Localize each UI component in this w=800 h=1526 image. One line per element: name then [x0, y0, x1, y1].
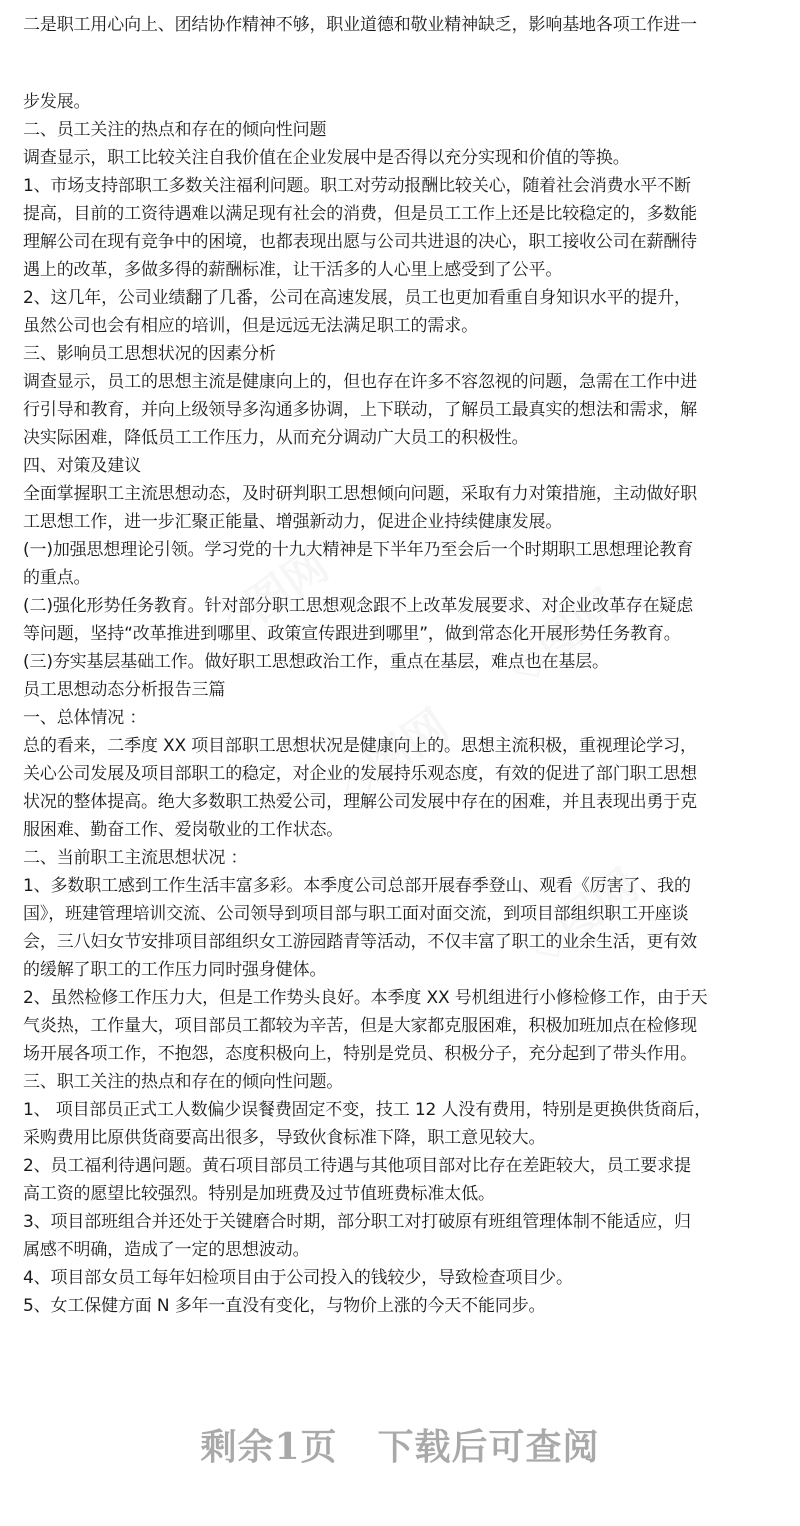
text-line: 3、项目部班组合并还处于关键磨合时期，部分职工对打破原有班组管理体制不能适应，归	[23, 1212, 691, 1232]
text-line: 5、女工保健方面 N 多年一直没有变化，与物价上涨的今天不能同步。	[23, 1296, 546, 1316]
text-line: 场开展各项工作，不抱怨，态度积极向上，特别是党员、积极分子，充分起到了带头作用。	[23, 1044, 697, 1064]
text-line: 等问题，坚持“改革推进到哪里、政策宣传跟进到哪里”，做到常态化开展形势任务教育。	[23, 624, 681, 644]
text-line: 提高，目前的工资待遇难以满足现有社会的消费，但是员工工作上还是比较稳定的，多数能	[23, 204, 697, 224]
text-line: 状况的整体提高。绝大多数职工热爱公司，理解公司发展中存在的困难，并且表现出勇于克	[23, 792, 697, 812]
text-line: 调查显示，职工比较关注自我价值在企业发展中是否得以充分实现和价值的等换。	[23, 148, 630, 168]
remaining-pages-text: 剩余1页	[200, 1426, 338, 1468]
text-line: (三)夯实基层基础工作。做好职工思想政治工作，重点在基层，难点也在基层。	[23, 652, 609, 672]
text-line: 2、员工福利待遇问题。黄石项目部员工待遇与其他项目部对比存在差距较大，员工要求提	[23, 1156, 691, 1176]
text-line: 1、 项目部员正式工人数偏少误餐费固定不变，技工 12 人没有费用，特别是更换供货商后，	[23, 1100, 712, 1120]
text-line: 采购费用比原供货商要高出很多，导致伙食标准下降，职工意见较大。	[23, 1128, 546, 1148]
text-line: 气炎热，工作量大，项目部员工都较为辛苦，但是大家都克服困难，积极加班加点在检修现	[23, 1016, 697, 1036]
section-heading: 四、对策及建议	[23, 456, 141, 476]
text-line: (一)加强思想理论引领。学习党的十九大精神是下半年乃至会后一个时期职工思想理论教育	[23, 540, 694, 560]
section-heading: 三、职工关注的热点和存在的倾向性问题。	[23, 1072, 344, 1092]
text-line: 关心公司发展及项目部职工的稳定，对企业的发展持乐观态度，有效的促进了部门职工思想	[23, 764, 697, 784]
download-prompt[interactable]	[0, 1422, 800, 1472]
text-line: 2、虽然检修工作压力大，但是工作势头良好。本季度 XX 号机组进行小修检修工作，由于天	[23, 988, 708, 1008]
text-line: 二是职工用心向上、团结协作精神不够，职业道德和敬业精神缺乏，影响基地各项工作进一	[23, 15, 697, 35]
text-line: 工思想工作，进一步汇聚正能量、增强新动力，促进企业持续健康发展。	[23, 512, 563, 532]
text-line: 服困难、勤奋工作、爱岗敬业的工作状态。	[23, 820, 344, 840]
text-line: 4、项目部女员工每年妇检项目由于公司投入的钱较少，导致检查项目少。	[23, 1268, 573, 1288]
text-line: (二)强化形势任务教育。针对部分职工思想观念跟不上改革发展要求、对企业改革存在疑虑	[23, 596, 694, 616]
text-line: 的缓解了职工的工作压力同时强身健体。	[23, 960, 327, 980]
text-line: 1、市场支持部职工多数关注福利问题。职工对劳动报酬比较关心，随着社会消费水平不断	[23, 176, 691, 196]
text-line: 国》，班建管理培训交流、公司领导到项目部与职工面对面交流，到项目部组织职工开座谈	[23, 904, 689, 924]
text-line: 理解公司在现有竞争中的困境，也都表现出愿与公司共进退的决心，职工接收公司在薪酬待	[23, 232, 697, 252]
text-line: 步发展。	[23, 92, 91, 112]
text-line: 会，三八妇女节安排项目部组织女工游园踏青等活动，不仅丰富了职工的业余生活，更有效	[23, 932, 697, 952]
text-line: 属感不明确，造成了一定的思想波动。	[23, 1240, 310, 1260]
text-line: 全面掌握职工主流思想动态，及时研判职工思想倾向问题，采取有力对策措施，主动做好职	[23, 484, 697, 504]
text-line: 调查显示，员工的思想主流是健康向上的，但也存在许多不容忽视的问题，急需在工作中进	[23, 372, 697, 392]
section-heading: 二、员工关注的热点和存在的倾向性问题	[23, 120, 327, 140]
text-line: 1、多数职工感到工作生活丰富多彩。本季度公司总部开展春季登山、观看《厉害了、我的	[23, 876, 691, 896]
text-line: 总的看来，二季度 XX 项目部职工思想状况是健康向上的。思想主流积极，重视理论学习，	[23, 736, 697, 756]
text-line: 遇上的改革，多做多得的薪酬标准，让干活多的人心里上感受到了公平。	[23, 260, 563, 280]
document-title: 员工思想动态分析报告三篇	[23, 680, 226, 700]
section-heading: 二、当前职工主流思想状况 ：	[23, 848, 248, 868]
text-line: 高工资的愿望比较强烈。特别是加班费及过节值班费标准太低。	[23, 1184, 495, 1204]
text-line: 的重点。	[23, 568, 91, 588]
text-line: 虽然公司也会有相应的培训，但是远远无法满足职工的需求。	[23, 316, 478, 336]
text-line: 行引导和教育，并向上级领导多沟通多协调，上下联动，了解员工最真实的想法和需求，解	[23, 400, 697, 420]
text-line: 2、这几年，公司业绩翻了几番，公司在高速发展，员工也更加看重自身知识水平的提升，	[23, 288, 691, 308]
section-heading: 三、影响员工思想状况的因素分析	[23, 344, 276, 364]
text-line: 决实际困难，降低员工工作压力，从而充分调动广大员工的积极性。	[23, 428, 529, 448]
section-heading: 一、总体情况 ：	[23, 708, 147, 728]
download-to-read-text: 下载后可查阅	[377, 1426, 600, 1468]
